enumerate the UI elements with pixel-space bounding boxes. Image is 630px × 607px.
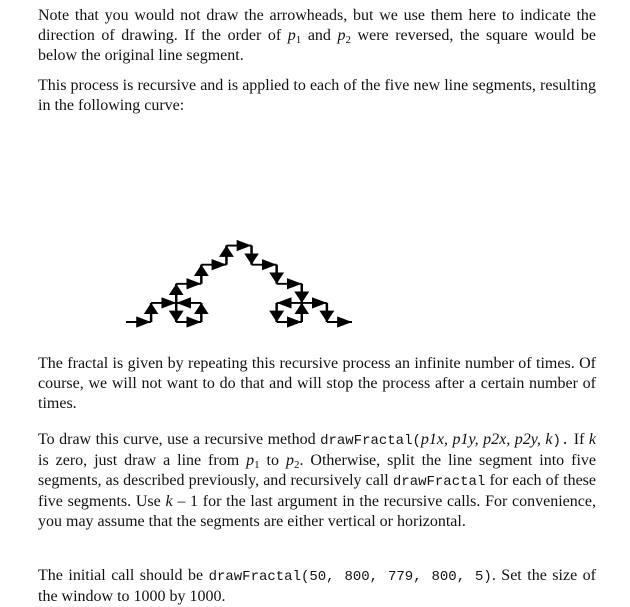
text-run: The initial call should be bbox=[38, 567, 209, 584]
var-k: k bbox=[588, 431, 597, 448]
text-run: Note that you would not draw the arrowheads, but we use them here to indicate the direction of drawing. If the order of bbox=[38, 7, 596, 44]
text-run: If bbox=[569, 431, 589, 448]
code-drawfractal: drawFractal bbox=[320, 433, 413, 449]
fractal-curve-figure bbox=[38, 4, 596, 349]
text-run: were reversed, the square would be below the original line segment. bbox=[38, 27, 596, 64]
var-p: p bbox=[246, 452, 255, 469]
text-run: – 1 bbox=[172, 493, 199, 510]
code-paren: ). bbox=[552, 433, 570, 449]
text-run: To draw this curve, use a recursive method bbox=[38, 431, 321, 448]
text-run: is zero, just draw a line from bbox=[38, 452, 247, 469]
var-p: p bbox=[285, 452, 294, 469]
paragraph-infinite: The fractal is given by repeating this recursive process an infinite number of times. Of course, we will not want to do that and will stop the process after a certain number of times. bbox=[38, 355, 596, 412]
subscript-1: 1 bbox=[295, 34, 302, 46]
var-p: p bbox=[337, 27, 346, 44]
paragraph-initial-call bbox=[38, 566, 596, 607]
paragraph-recursive: This process is recursive and is applied to each of the five new line segments, resulting in the following curve: bbox=[38, 77, 596, 114]
var-p: p bbox=[287, 27, 296, 44]
code-initial-call: drawFractal(50, 800, 779, 800, 5) bbox=[208, 569, 492, 585]
text-run: and bbox=[301, 27, 338, 44]
code-paren: ( bbox=[412, 433, 421, 449]
subscript-2: 2 bbox=[345, 34, 351, 46]
document-page bbox=[38, 4, 597, 605]
subscript-1: 1 bbox=[254, 459, 260, 471]
code-drawfractal: drawFractal bbox=[392, 474, 486, 490]
text-run: for each of these five segments. Use bbox=[38, 472, 596, 510]
text-run: for the last argument in the recursive calls. For convenience, you may assume that the segments are either vertical or horizontal. bbox=[38, 493, 596, 530]
paragraph-instructions bbox=[38, 430, 596, 532]
var-k: k bbox=[165, 493, 173, 510]
text-run: . Set the size of the window to 1000 by 1000. bbox=[38, 567, 596, 605]
var-args: p1x, p1y, p2x, p2y, k bbox=[420, 431, 553, 448]
subscript-2: 2 bbox=[293, 459, 300, 471]
text-run: to bbox=[259, 452, 286, 469]
text-run: . Otherwise, split the line segment into five segments, as described previously, and recursively call bbox=[38, 452, 597, 489]
